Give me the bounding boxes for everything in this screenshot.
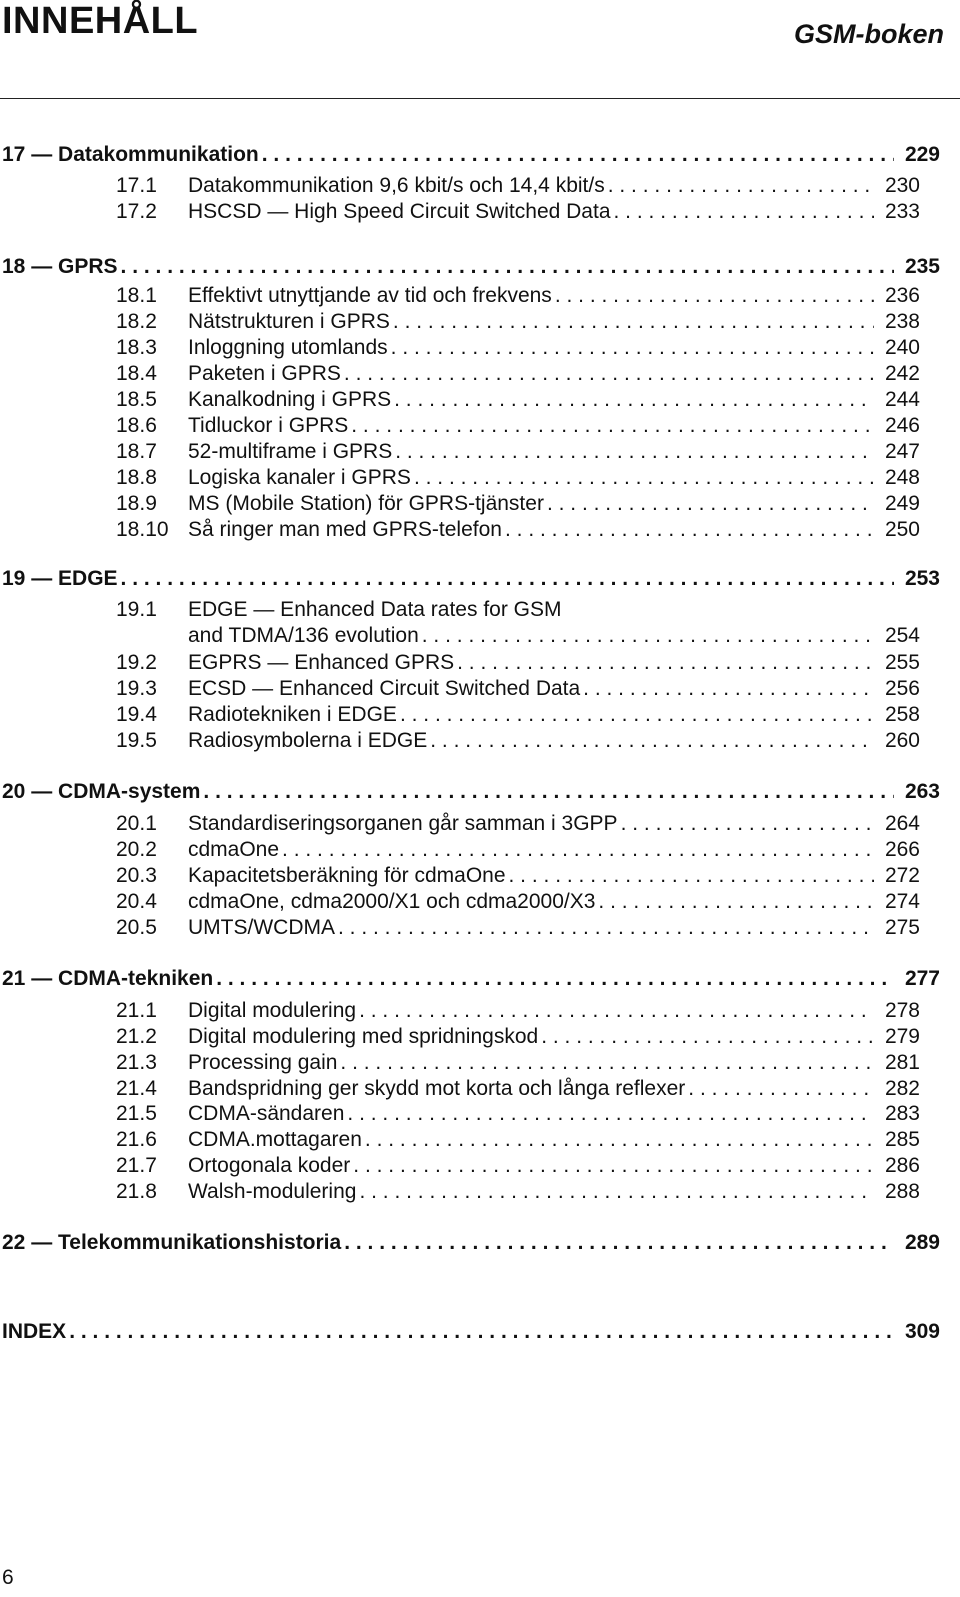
toc-section-row [116, 889, 920, 915]
section-title: Standardiseringsorganen går samman i 3GPP [188, 812, 618, 835]
toc-section-row [116, 309, 920, 335]
section-title: Så ringer man med GPRS-telefon [188, 518, 502, 541]
page-ref: 266 [884, 838, 920, 861]
section-number: 21.3 [116, 1051, 157, 1074]
header-divider [0, 98, 960, 99]
dot-leader [509, 863, 874, 889]
section-number: 18.6 [116, 414, 157, 437]
toc-section-row [116, 728, 920, 754]
section-number: 19.2 [116, 651, 157, 674]
section-title: Digital modulering [188, 999, 357, 1022]
dot-leader [69, 1319, 894, 1345]
section-title-continued: and TDMA/136 evolution [188, 624, 419, 647]
section-number: 21.4 [116, 1077, 157, 1100]
dot-leader [394, 387, 874, 413]
section-title: Bandspridning ger skydd mot korta och långa reflexer [188, 1077, 686, 1100]
page-ref: 230 [884, 174, 920, 197]
page-ref: 244 [884, 388, 920, 411]
dot-leader [121, 254, 894, 280]
section-title: Paketen i GPRS [188, 362, 341, 385]
section-title: Nätstrukturen i GPRS [188, 310, 390, 333]
chapter-title: 18 — GPRS [2, 255, 118, 278]
section-number: 17.2 [116, 200, 157, 223]
page-ref: 277 [904, 967, 940, 990]
toc-section-row [116, 517, 920, 543]
chapter-title: 20 — CDMA-system [2, 780, 201, 803]
section-number: 19.4 [116, 703, 157, 726]
toc-section-row [116, 1153, 920, 1179]
toc-section-row [116, 1101, 920, 1127]
page-ref: 286 [884, 1154, 920, 1177]
section-title: Logiska kanaler i GPRS [188, 466, 411, 489]
toc-chapter-row [2, 966, 940, 992]
dot-leader [395, 439, 874, 465]
section-title: Datakommunikation 9,6 kbit/s och 14,4 kbit/s [188, 174, 605, 197]
dot-leader [614, 199, 874, 225]
dot-leader [457, 650, 874, 676]
page-ref: 256 [884, 677, 920, 700]
page-ref: 236 [884, 284, 920, 307]
section-number: 18.3 [116, 336, 157, 359]
section-title: Inloggning utomlands [188, 336, 388, 359]
toc-section-row [116, 811, 920, 837]
section-number: 19.5 [116, 729, 157, 752]
page-ref: 264 [884, 812, 920, 835]
toc-section-row [116, 199, 920, 225]
section-title: cdmaOne, cdma2000/X1 och cdma2000/X3 [188, 890, 596, 913]
page-ref: 254 [884, 624, 920, 647]
page-ref: 274 [884, 890, 920, 913]
toc-section-row [116, 173, 920, 199]
toc-chapter-row [2, 566, 940, 592]
page-ref: 279 [884, 1025, 920, 1048]
toc-section-row [116, 1127, 920, 1153]
section-number: 18.10 [116, 518, 169, 541]
dot-leader [359, 998, 874, 1024]
toc-section-row [116, 283, 920, 309]
page-ref: 242 [884, 362, 920, 385]
dot-leader [365, 1127, 874, 1153]
dot-leader [505, 517, 874, 543]
page-ref: 283 [884, 1102, 920, 1125]
section-number: 20.5 [116, 916, 157, 939]
section-title: CDMA-sändaren [188, 1102, 345, 1125]
section-title: Kapacitetsberäkning för cdmaOne [188, 864, 506, 887]
dot-leader [340, 1050, 874, 1076]
page-ref: 233 [884, 200, 920, 223]
section-number: 21.2 [116, 1025, 157, 1048]
section-title: Digital modulering med spridningskod [188, 1025, 539, 1048]
page-ref: 278 [884, 999, 920, 1022]
section-number: 21.1 [116, 999, 157, 1022]
section-title: Radiotekniken i EDGE [188, 703, 397, 726]
toc-section-row [116, 335, 920, 361]
page-ref: 247 [884, 440, 920, 463]
section-number: 20.4 [116, 890, 157, 913]
section-title: MS (Mobile Station) för GPRS-tjänster [188, 492, 544, 515]
toc-section-row [116, 1024, 920, 1050]
section-number: 19.3 [116, 677, 157, 700]
page-ref: 289 [904, 1231, 940, 1254]
section-number: 21.7 [116, 1154, 157, 1177]
chapter-title: 17 — Datakommunikation [2, 143, 259, 166]
page-number: 6 [2, 1566, 14, 1589]
page-ref: 235 [904, 255, 940, 278]
section-title: Radiosymbolerna i EDGE [188, 729, 428, 752]
toc-section-row [116, 439, 920, 465]
page-ref: 253 [904, 567, 940, 590]
page-ref: 255 [884, 651, 920, 674]
chapter-title: INDEX [2, 1320, 67, 1343]
dot-leader [353, 1153, 874, 1179]
section-title: UMTS/WCDMA [188, 916, 335, 939]
chapter-title: 19 — EDGE [2, 567, 118, 590]
toc-chapter-row [2, 1319, 940, 1345]
section-title: Ortogonala koder [188, 1154, 351, 1177]
page-ref: 288 [884, 1180, 920, 1203]
toc-section-row [116, 998, 920, 1024]
section-number: 21.5 [116, 1102, 157, 1125]
page-ref: 248 [884, 466, 920, 489]
dot-leader [216, 966, 894, 992]
dot-leader [282, 837, 874, 863]
toc-section-row [116, 915, 920, 941]
section-number: 17.1 [116, 174, 157, 197]
section-title: Effektivt utnyttjande av tid och frekvens [188, 284, 552, 307]
section-number: 18.8 [116, 466, 157, 489]
section-title: Tidluckor i GPRS [188, 414, 349, 437]
page-ref: 282 [884, 1077, 920, 1100]
dot-leader [541, 1024, 874, 1050]
section-title: CDMA.mottagaren [188, 1128, 362, 1151]
dot-leader [393, 309, 874, 335]
page-ref: 275 [884, 916, 920, 939]
page-ref: 285 [884, 1128, 920, 1151]
dot-leader [422, 623, 874, 649]
section-number: 19.1 [116, 598, 157, 621]
section-number: 21.8 [116, 1180, 157, 1203]
page-ref: 309 [904, 1320, 940, 1343]
dot-leader [414, 465, 874, 491]
dot-leader [608, 173, 874, 199]
section-number: 20.2 [116, 838, 157, 861]
toc-section-row [116, 413, 920, 439]
toc-section-row [116, 387, 920, 413]
section-title: Walsh-modulering [188, 1180, 357, 1203]
dot-leader [121, 566, 894, 592]
dot-leader [621, 811, 874, 837]
section-title: EGPRS — Enhanced GPRS [188, 651, 455, 674]
dot-leader [547, 491, 874, 517]
book-title: GSM-boken [793, 19, 944, 49]
toc-chapter-row [2, 254, 940, 280]
section-title: Processing gain [188, 1051, 338, 1074]
toc-section-row [116, 361, 920, 387]
section-title: cdmaOne [188, 838, 280, 861]
section-title: HSCSD — High Speed Circuit Switched Data [188, 200, 611, 223]
page-ref: 229 [904, 143, 940, 166]
section-title: EDGE — Enhanced Data rates for GSM [188, 598, 562, 621]
section-title: 52-multiframe i GPRS [188, 440, 393, 463]
dot-leader [391, 335, 874, 361]
toc-section-row [116, 1050, 920, 1076]
toc-section-row [116, 491, 920, 517]
section-number: 18.4 [116, 362, 157, 385]
dot-leader [344, 1230, 894, 1256]
dot-leader [344, 361, 874, 387]
page-ref: 249 [884, 492, 920, 515]
page-ref: 258 [884, 703, 920, 726]
toc-section-row [116, 676, 920, 702]
chapter-title: 21 — CDMA-tekniken [2, 967, 214, 990]
dot-leader [351, 413, 874, 439]
toc-section-row [116, 837, 920, 863]
page-ref: 240 [884, 336, 920, 359]
page-ref: 272 [884, 864, 920, 887]
section-number: 20.1 [116, 812, 157, 835]
dot-leader [430, 728, 874, 754]
dot-leader [203, 779, 894, 805]
toc-chapter-row [2, 1230, 940, 1256]
dot-leader [359, 1179, 874, 1205]
section-number: 18.1 [116, 284, 157, 307]
section-number: 21.6 [116, 1128, 157, 1151]
section-number: 18.7 [116, 440, 157, 463]
toc-section-row [116, 1076, 920, 1102]
section-number: 18.9 [116, 492, 157, 515]
dot-leader [262, 142, 894, 168]
toc-section-row [116, 863, 920, 889]
page-ref: 246 [884, 414, 920, 437]
toc-section-row [116, 465, 920, 491]
page-ref: 281 [884, 1051, 920, 1074]
toc-section-row [116, 650, 920, 676]
section-title: ECSD — Enhanced Circuit Switched Data [188, 677, 581, 700]
section-number: 18.2 [116, 310, 157, 333]
page-ref: 238 [884, 310, 920, 333]
dot-leader [555, 283, 874, 309]
toc-section-row [116, 597, 920, 649]
toc-chapter-row [2, 142, 940, 168]
dot-leader [347, 1101, 874, 1127]
toc-section-row [116, 1179, 920, 1205]
dot-leader [688, 1076, 874, 1102]
page-ref: 263 [904, 780, 940, 803]
section-number: 18.5 [116, 388, 157, 411]
dot-leader [598, 889, 874, 915]
page-title: INNEHÅLL [2, 0, 199, 42]
dot-leader [338, 915, 874, 941]
page-ref: 250 [884, 518, 920, 541]
chapter-title: 22 — Telekommunikationshistoria [2, 1231, 342, 1254]
dot-leader [400, 702, 874, 728]
page-ref: 260 [884, 729, 920, 752]
toc-chapter-row [2, 779, 940, 805]
section-number: 20.3 [116, 864, 157, 887]
toc-section-row [116, 702, 920, 728]
section-title: Kanalkodning i GPRS [188, 388, 392, 411]
dot-leader [583, 676, 874, 702]
